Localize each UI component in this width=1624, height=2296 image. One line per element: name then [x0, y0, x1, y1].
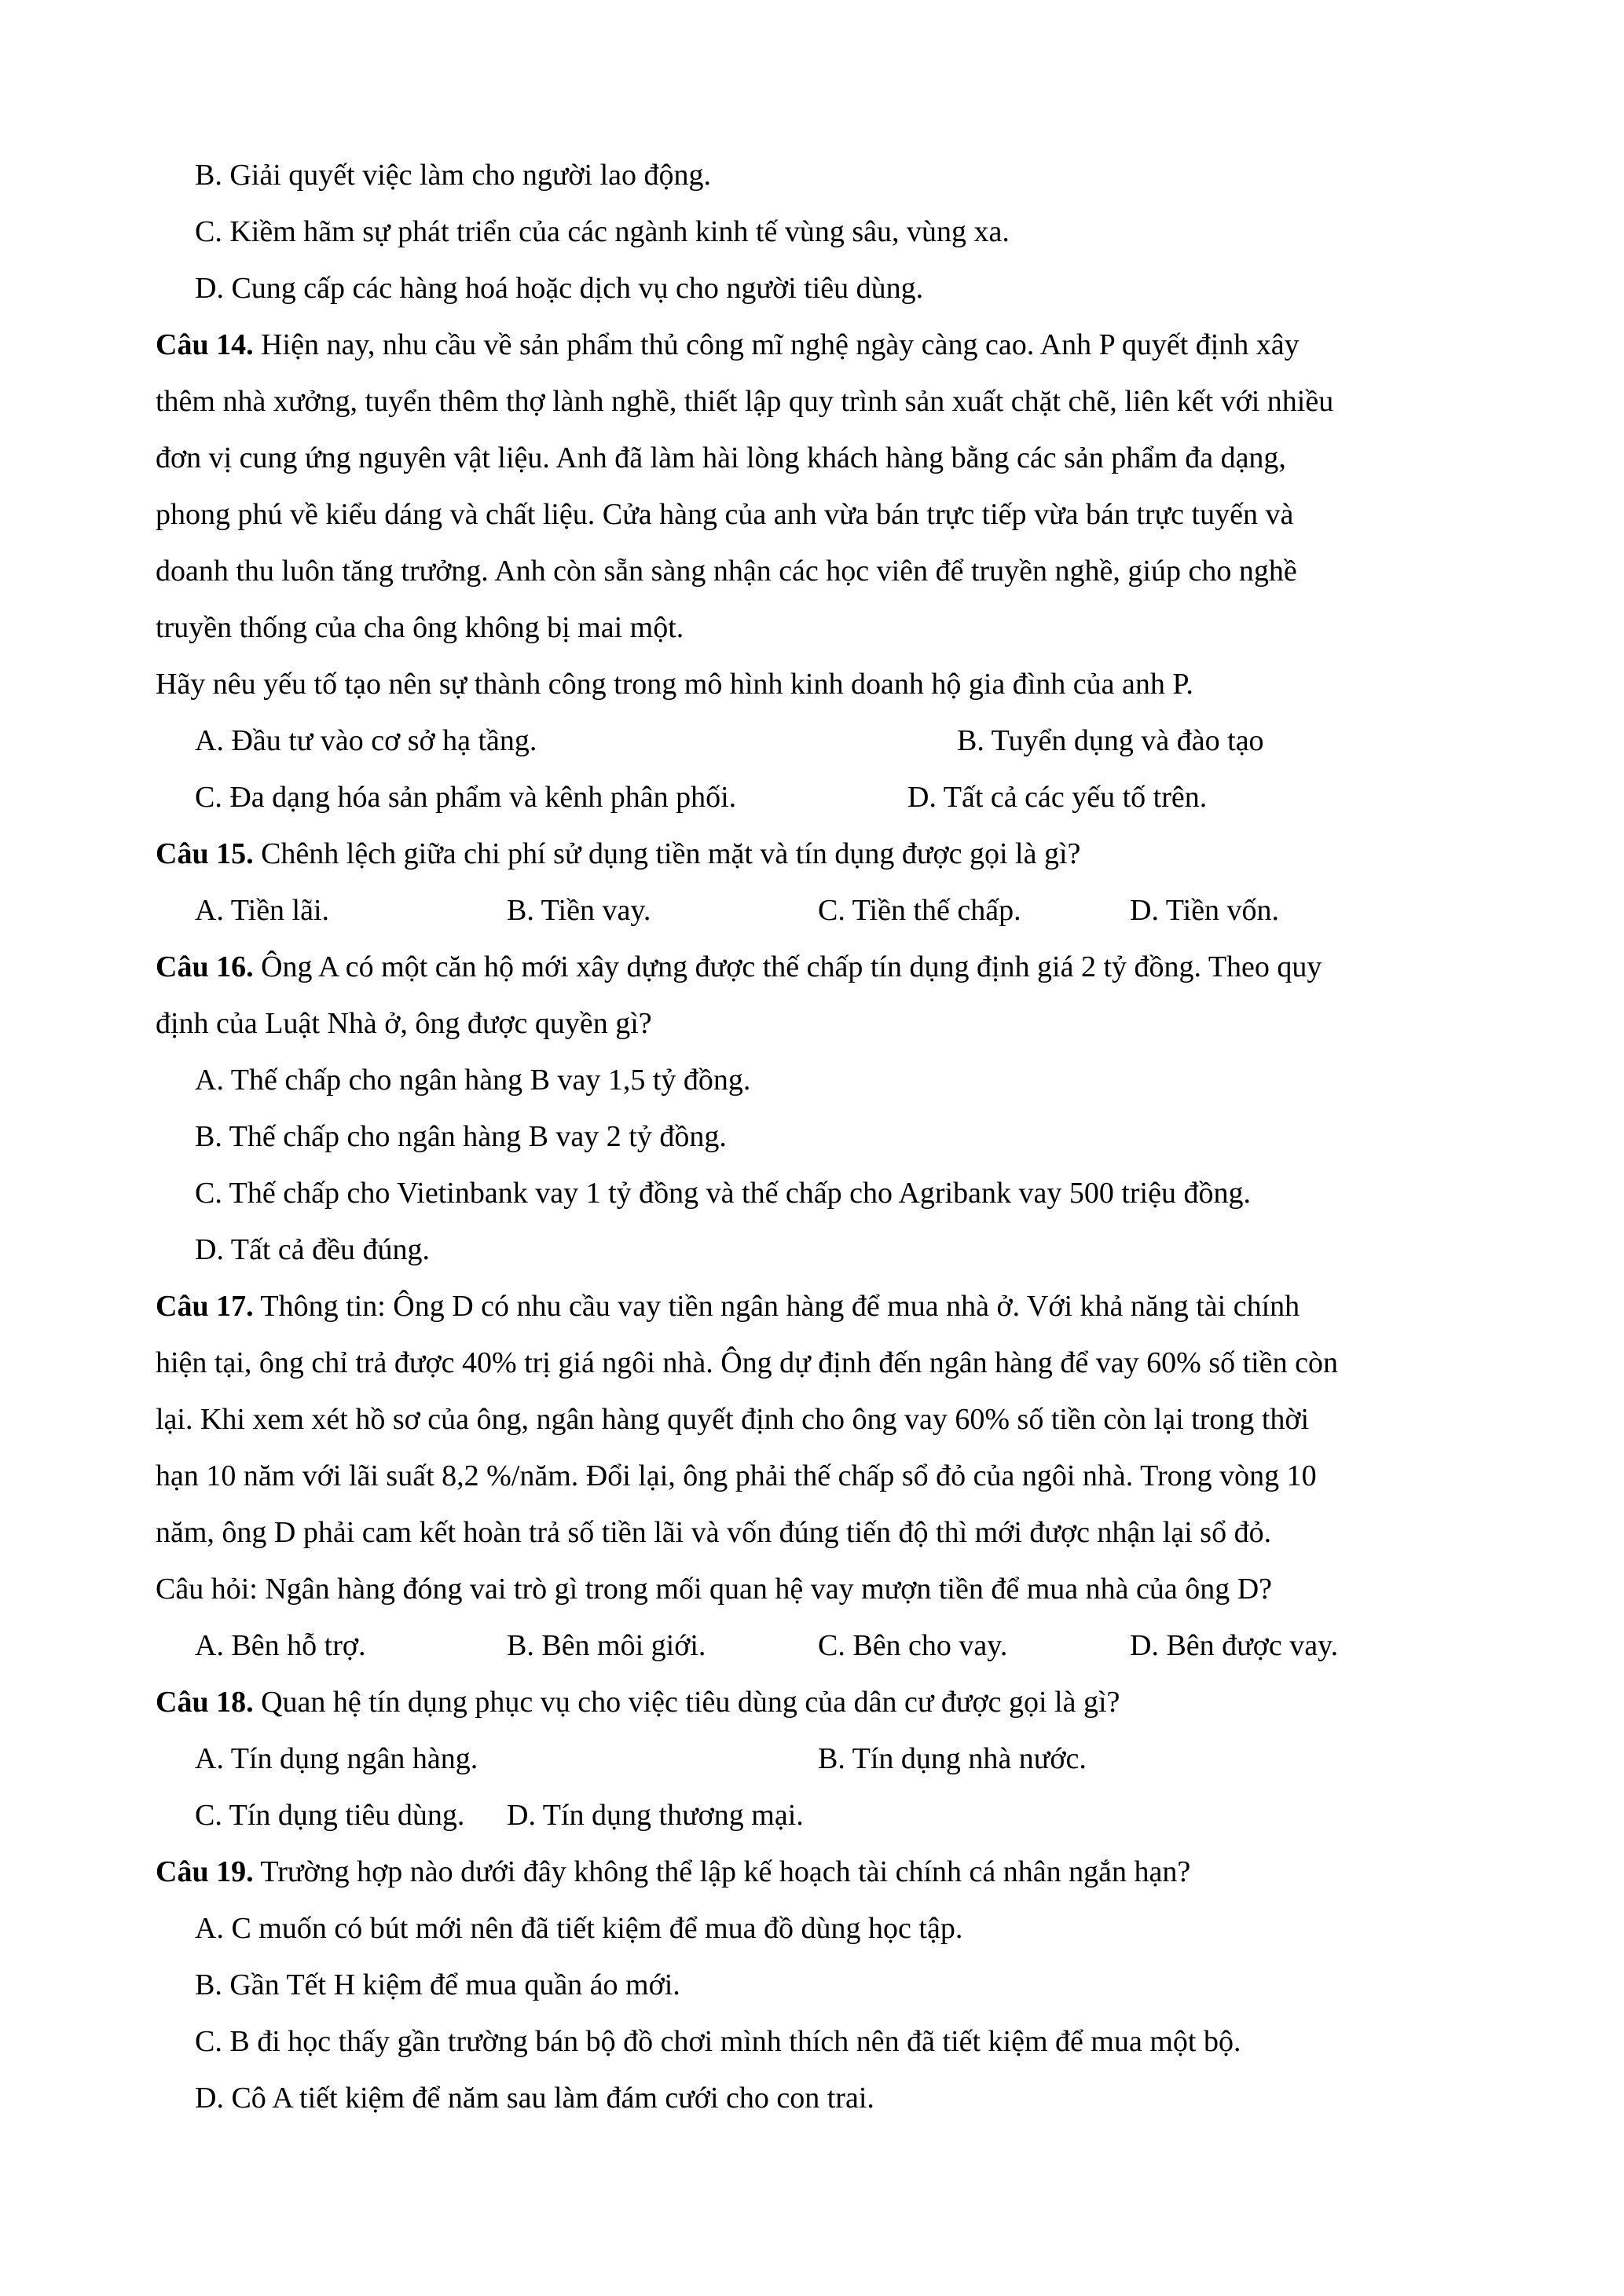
q19-option-d: D. Cô A tiết kiệm để năm sau làm đám cưới cho con trai.	[195, 2082, 874, 2115]
q16-stem-line-2: định của Luật Nhà ở, ông được quyền gì?	[156, 1007, 652, 1040]
q16-option-a: A. Thế chấp cho ngân hàng B vay 1,5 tỷ đồng.	[195, 1064, 751, 1097]
q18-option-c: C. Tín dụng tiêu dùng.	[195, 1799, 465, 1832]
q15-label: Câu 15.	[156, 837, 254, 870]
q19-stem	[156, 1857, 1190, 1887]
q13-option-d: D. Cung cấp các hàng hoá hoặc dịch vụ cho người tiêu dùng.	[195, 272, 924, 305]
q14-stem-line-2: thêm nhà xưởng, tuyển thêm thợ lành nghề, thiết lập quy trình sản xuất chặt chẽ, liên kết với nhiều	[156, 385, 1334, 418]
q15-option-d: D. Tiền vốn.	[1130, 894, 1280, 927]
q18-stem-text: Quan hệ tín dụng phục vụ cho việc tiêu dùng của dân cư được gọi là gì?	[253, 1686, 1120, 1719]
q14-stem-line-7: Hãy nêu yếu tố tạo nên sự thành công trong mô hình kinh doanh hộ gia đình của anh P.	[156, 668, 1193, 701]
q16-option-d: D. Tất cả đều đúng.	[195, 1233, 430, 1266]
q15-option-c: C. Tiền thế chấp.	[818, 894, 1021, 927]
q17-option-d: D. Bên được vay.	[1130, 1629, 1339, 1662]
q19-stem-text: Trường hợp nào dưới đây không thể lập kế hoạch tài chính cá nhân ngắn hạn?	[253, 1855, 1191, 1888]
q14-label: Câu 14.	[156, 328, 254, 361]
q14-option-b: B. Tuyển dụng và đào tạo	[957, 724, 1264, 757]
q16-label: Câu 16.	[156, 950, 254, 983]
q15-stem-text: Chênh lệch giữa chi phí sử dụng tiền mặt và tín dụng được gọi là gì?	[253, 837, 1081, 870]
q14-stem-line-1	[156, 330, 1300, 360]
q17-option-a: A. Bên hỗ trợ.	[195, 1629, 366, 1662]
q18-option-b: B. Tín dụng nhà nước.	[818, 1742, 1087, 1775]
q17-stem-line-2: hiện tại, ông chỉ trả được 40% trị giá ngôi nhà. Ông dự định đến ngân hàng để vay 60% số tiền còn	[156, 1346, 1338, 1379]
q15-stem	[156, 839, 1080, 869]
q14-option-d: D. Tất cả các yếu tố trên.	[907, 781, 1208, 814]
q19-option-c: C. B đi học thấy gần trường bán bộ đồ chơi mình thích nên đã tiết kiệm để mua một bộ.	[195, 2025, 1241, 2058]
q13-option-c: C. Kiềm hãm sự phát triển của các ngành kinh tế vùng sâu, vùng xa.	[195, 215, 1010, 248]
q18-stem	[156, 1687, 1120, 1717]
q17-label: Câu 17.	[156, 1290, 254, 1323]
q16-stem-text: Ông A có một căn hộ mới xây dựng được thế chấp tín dụng định giá 2 tỷ đồng. Theo quy	[253, 950, 1322, 983]
q14-stem-text: Hiện nay, nhu cầu về sản phẩm thủ công mĩ nghệ ngày càng cao. Anh P quyết định xây	[253, 328, 1300, 361]
q17-option-c: C. Bên cho vay.	[818, 1629, 1008, 1662]
q16-option-c: C. Thế chấp cho Vietinbank vay 1 tỷ đồng và thế chấp cho Agribank vay 500 triệu đồng.	[195, 1177, 1251, 1210]
q17-option-b: B. Bên môi giới.	[507, 1629, 706, 1662]
q14-stem-line-6: truyền thống của cha ông không bị mai một.	[156, 611, 684, 644]
q19-label: Câu 19.	[156, 1855, 254, 1888]
q19-option-a: A. C muốn có bút mới nên đã tiết kiệm để mua đồ dùng học tập.	[195, 1912, 963, 1945]
q17-stem-line-5: năm, ông D phải cam kết hoàn trả số tiền lãi và vốn đúng tiến độ thì mới được nhận lại sổ đỏ.	[156, 1516, 1272, 1549]
q18-option-d: D. Tín dụng thương mại.	[507, 1799, 804, 1832]
q17-stem-line-3: lại. Khi xem xét hồ sơ của ông, ngân hàng quyết định cho ông vay 60% số tiền còn lại trong thời	[156, 1403, 1310, 1436]
q18-option-a: A. Tín dụng ngân hàng.	[195, 1742, 478, 1775]
q15-option-b: B. Tiền vay.	[507, 894, 651, 927]
q17-stem-text: Thông tin: Ông D có nhu cầu vay tiền ngân hàng để mua nhà ở. Với khả năng tài chính	[253, 1290, 1300, 1323]
q17-stem-line-6: Câu hỏi: Ngân hàng đóng vai trò gì trong mối quan hệ vay mượn tiền để mua nhà của ông D?	[156, 1573, 1273, 1606]
q14-stem-line-5: doanh thu luôn tăng trưởng. Anh còn sẵn sàng nhận các học viên để truyền nghề, giúp cho nghề	[156, 555, 1297, 588]
q18-label: Câu 18.	[156, 1686, 254, 1719]
q14-stem-line-3: đơn vị cung ứng nguyên vật liệu. Anh đã làm hài lòng khách hàng bằng các sản phẩm đa dạng,	[156, 441, 1286, 474]
q16-stem-line-1	[156, 952, 1322, 982]
q17-stem-line-4: hạn 10 năm với lãi suất 8,2 %/năm. Đổi lại, ông phải thế chấp sổ đỏ của ngôi nhà. Trong vòng 10	[156, 1459, 1317, 1492]
q14-option-c: C. Đa dạng hóa sản phẩm và kênh phân phối.	[195, 781, 737, 814]
q17-stem-line-1	[156, 1291, 1300, 1321]
q16-option-b: B. Thế chấp cho ngân hàng B vay 2 tỷ đồng.	[195, 1120, 727, 1153]
q13-option-b: B. Giải quyết việc làm cho người lao động.	[195, 159, 712, 192]
q14-stem-line-4: phong phú về kiểu dáng và chất liệu. Cửa hàng của anh vừa bán trực tiếp vừa bán trực tuyến và	[156, 498, 1294, 531]
q15-option-a: A. Tiền lãi.	[195, 894, 330, 927]
q14-option-a: A. Đầu tư vào cơ sở hạ tầng.	[195, 724, 537, 757]
q19-option-b: B. Gần Tết H kiệm để mua quần áo mới.	[195, 1968, 680, 2001]
